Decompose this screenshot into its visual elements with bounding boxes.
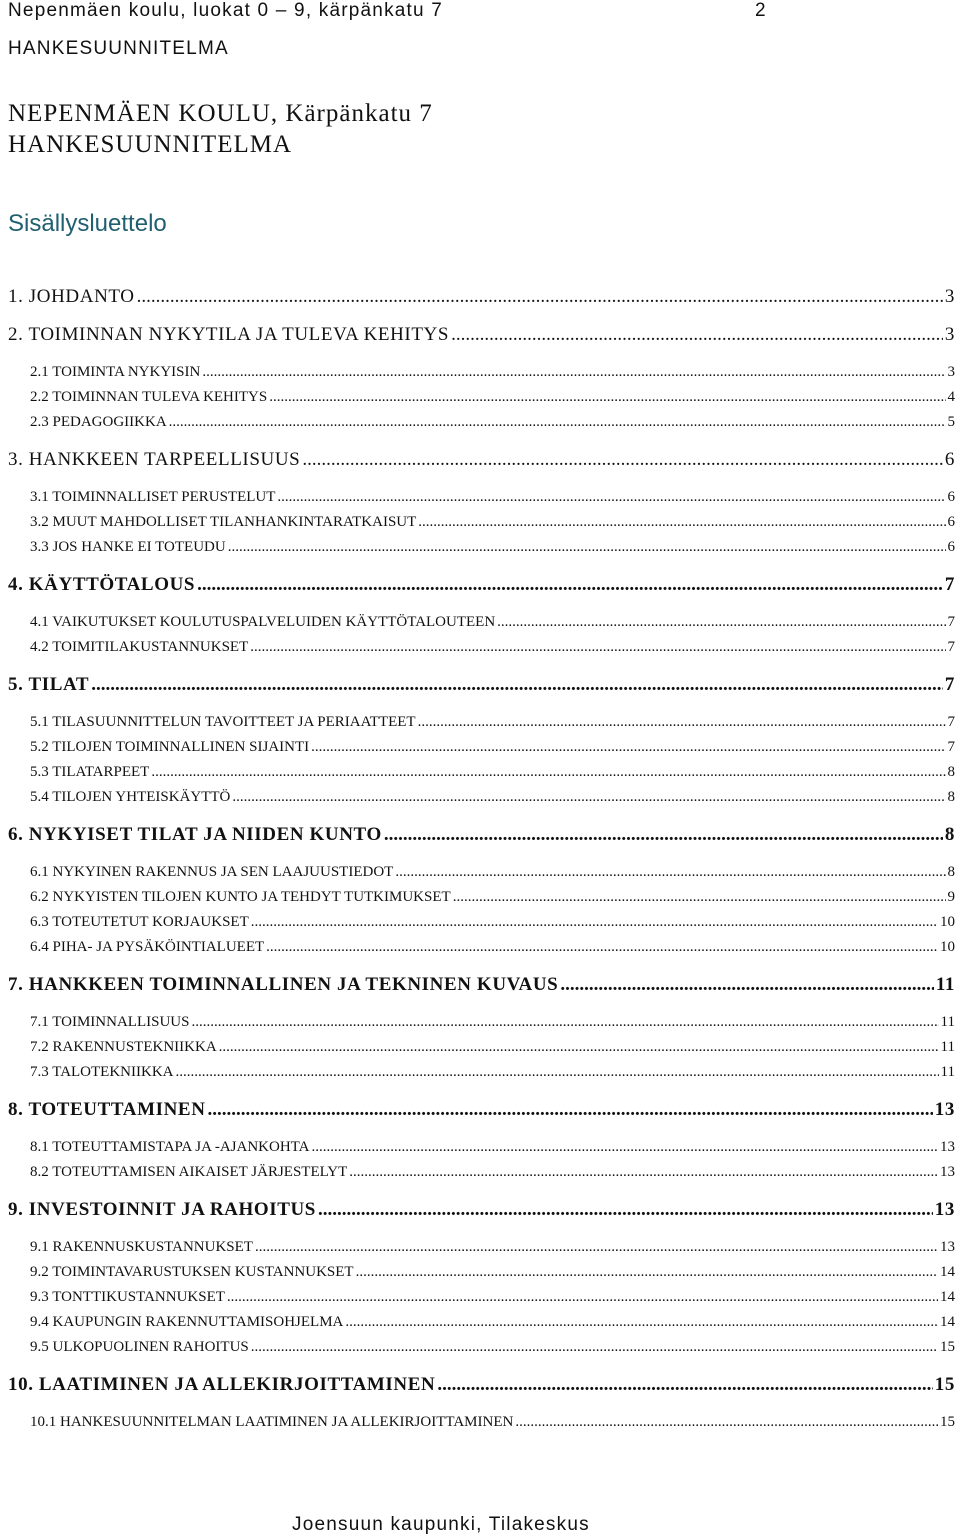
toc-entry[interactable] — [30, 714, 955, 731]
toc-entry-label: 8. TOTEUTTAMINEN — [8, 1099, 206, 1120]
toc-entry-label: 4.1 VAIKUTUKSET KOULUTUSPALVELUIDEN KÄYTTÖTALOUTEEN — [30, 614, 496, 630]
toc-entry-page: 15 — [940, 1339, 955, 1355]
toc-entry-page: 11 — [940, 1039, 955, 1055]
toc-entry-label: 4.2 TOIMITILAKUSTANNUKSET — [30, 639, 249, 655]
toc-leader-dots — [255, 1239, 938, 1256]
toc-entry[interactable] — [8, 1199, 955, 1221]
toc-leader-dots — [269, 389, 945, 406]
toc-entry-label: 2. TOIMINNAN NYKYTILA JA TULEVA KEHITYS — [8, 324, 450, 345]
toc-entry[interactable] — [30, 1414, 955, 1431]
toc-entry-page: 10 — [940, 939, 955, 955]
toc-leader-dots — [228, 539, 946, 556]
toc-entry[interactable] — [30, 514, 955, 531]
toc-entry-page: 3 — [947, 364, 955, 380]
toc-leader-dots — [515, 1414, 938, 1431]
toc-entry[interactable] — [30, 364, 955, 381]
toc-entry-label: 2.1 TOIMINTA NYKYISIN — [30, 364, 201, 380]
toc-entry-page: 4 — [947, 389, 955, 405]
toc-entry-page: 14 — [940, 1314, 955, 1330]
toc-entry-page: 11 — [935, 974, 955, 995]
toc-entry-page: 8 — [944, 824, 955, 845]
toc-entry[interactable] — [30, 414, 955, 431]
toc-leader-dots — [169, 414, 946, 431]
toc-entry[interactable] — [8, 824, 955, 846]
toc-leader-dots — [453, 889, 946, 906]
toc-entry-page: 7 — [947, 639, 955, 655]
toc-entry-label: 9.2 TOIMINTAVARUSTUKSEN KUSTANNUKSET — [30, 1264, 354, 1280]
toc-entry-page: 8 — [947, 864, 955, 880]
toc-entry-label: 6.4 PIHA- JA PYSÄKÖINTIALUEET — [30, 939, 265, 955]
toc-leader-dots — [137, 286, 943, 308]
toc-entry-page: 10 — [940, 914, 955, 930]
toc-leader-dots — [356, 1264, 938, 1281]
toc-entry-label: 9.3 TONTTIKUSTANNUKSET — [30, 1289, 225, 1305]
toc-entry-page: 13 — [940, 1239, 955, 1255]
toc-entry-page: 3 — [944, 286, 955, 307]
header-school-name: Nepenmäen koulu, luokat 0 – 9, kärpänkatu 7 — [8, 0, 444, 21]
toc-leader-dots — [202, 364, 945, 381]
toc-entry-label: 1. JOHDANTO — [8, 286, 135, 307]
toc-entry[interactable] — [30, 889, 955, 906]
toc-leader-dots — [251, 914, 938, 931]
document-title-line2: HANKESUUNNITELMA — [8, 131, 293, 158]
toc-entry[interactable] — [30, 489, 955, 506]
toc-entry[interactable] — [30, 1064, 955, 1081]
toc-entry-label: 3.2 MUUT MAHDOLLISET TILANHANKINTARATKAISUT — [30, 514, 417, 530]
toc-entry-page: 7 — [947, 739, 955, 755]
toc-entry-page: 11 — [940, 1014, 955, 1030]
toc-entry-page: 11 — [940, 1064, 955, 1080]
toc-entry-label: 8.2 TOTEUTTAMISEN AIKAISET JÄRJESTELYT — [30, 1164, 348, 1180]
toc-entry[interactable] — [8, 449, 955, 471]
toc-leader-dots — [311, 739, 945, 756]
toc-entry[interactable] — [8, 574, 955, 596]
toc-entry-page: 14 — [940, 1264, 955, 1280]
toc-entry-page: 7 — [944, 574, 955, 595]
toc-entry-label: 5.2 TILOJEN TOIMINNALLINEN SIJAINTI — [30, 739, 310, 755]
toc-entry[interactable] — [30, 739, 955, 756]
toc-entry[interactable] — [30, 389, 955, 406]
toc-entry-label: 10. LAATIMINEN JA ALLEKIRJOITTAMINEN — [8, 1374, 436, 1395]
toc-entry[interactable] — [30, 764, 955, 781]
toc-entry-page: 7 — [947, 714, 955, 730]
toc-leader-dots — [318, 1199, 933, 1221]
toc-entry-label: 7.1 TOIMINNALLISUUS — [30, 1014, 190, 1030]
toc-entry-page: 14 — [940, 1289, 955, 1305]
toc-leader-dots — [251, 1339, 938, 1356]
toc-entry-page: 8 — [947, 764, 955, 780]
toc-entry[interactable] — [30, 1164, 955, 1181]
toc-entry-label: 6.3 TOTEUTETUT KORJAUKSET — [30, 914, 249, 930]
toc-entry[interactable] — [30, 1014, 955, 1031]
toc-entry-label: 10.1 HANKESUUNNITELMAN LAATIMINEN JA ALLEKIRJOITTAMINEN — [30, 1414, 514, 1430]
toc-entry-page: 6 — [947, 539, 955, 555]
toc-entry-label: 6.1 NYKYINEN RAKENNUS JA SEN LAAJUUSTIEDOT — [30, 864, 394, 880]
toc-entry[interactable] — [30, 614, 955, 631]
toc-entry[interactable] — [8, 974, 955, 996]
toc-entry[interactable] — [8, 324, 955, 346]
toc-leader-dots — [232, 789, 945, 806]
toc-entry-page: 3 — [944, 324, 955, 345]
toc-entry-label: 2.3 PEDAGOGIIKKA — [30, 414, 167, 430]
toc-entry[interactable] — [30, 539, 955, 556]
toc-entry[interactable] — [30, 939, 955, 956]
toc-entry-label: 5.3 TILATARPEET — [30, 764, 150, 780]
toc-entry-label: 7.2 RAKENNUSTEKNIIKKA — [30, 1039, 217, 1055]
toc-entry-label: 6.2 NYKYISTEN TILOJEN KUNTO JA TEHDYT TUTKIMUKSET — [30, 889, 451, 905]
header-page-number: 2 — [755, 0, 766, 21]
toc-entry-page: 7 — [947, 614, 955, 630]
toc-entry[interactable] — [30, 789, 955, 806]
toc-entry[interactable] — [30, 914, 955, 931]
toc-entry[interactable] — [8, 1099, 955, 1121]
toc-leader-dots — [418, 714, 946, 731]
toc-entry-label: 5.1 TILASUUNNITTELUN TAVOITTEET JA PERIAATTEET — [30, 714, 416, 730]
toc-entry[interactable] — [30, 1139, 955, 1156]
toc-entry[interactable] — [30, 1289, 955, 1306]
toc-leader-dots — [349, 1164, 938, 1181]
toc-entry-label: 8.1 TOTEUTTAMISTAPA JA -AJANKOHTA — [30, 1139, 310, 1155]
toc-leader-dots — [219, 1039, 939, 1056]
toc-leader-dots — [451, 324, 943, 346]
toc-entry-page: 5 — [947, 414, 955, 430]
toc-leader-dots — [418, 514, 945, 531]
toc-entry-page: 6 — [944, 449, 955, 470]
toc-entry-page: 8 — [947, 789, 955, 805]
document-title-line1: NEPENMÄEN KOULU, Kärpänkatu 7 — [8, 100, 433, 127]
toc-entry-page: 13 — [940, 1139, 955, 1155]
toc-entry[interactable] — [8, 674, 955, 696]
toc-leader-dots — [560, 974, 934, 996]
page-footer: Joensuun kaupunki, Tilakeskus — [292, 1514, 590, 1535]
toc-entry-label: 7. HANKKEEN TOIMINNALLINEN JA TEKNINEN KUVAUS — [8, 974, 559, 995]
toc-leader-dots — [197, 574, 943, 596]
toc-leader-dots — [176, 1064, 939, 1081]
toc-entry-label: 9.5 ULKOPUOLINEN RAHOITUS — [30, 1339, 249, 1355]
toc-entry-page: 7 — [944, 674, 955, 695]
toc-entry-label: 3. HANKKEEN TARPEELLISUUS — [8, 449, 301, 470]
toc-leader-dots — [91, 674, 943, 696]
toc-leader-dots — [302, 449, 943, 471]
toc-leader-dots — [191, 1014, 938, 1031]
toc-entry[interactable] — [8, 286, 955, 308]
toc-entry[interactable] — [30, 1264, 955, 1281]
toc-leader-dots — [311, 1139, 938, 1156]
toc-leader-dots — [384, 824, 943, 846]
toc-leader-dots — [250, 639, 945, 656]
toc-entry[interactable] — [8, 1374, 955, 1396]
toc-leader-dots — [227, 1289, 938, 1306]
toc-entry-label: 6. NYKYISET TILAT JA NIIDEN KUNTO — [8, 824, 382, 845]
header-subtitle: HANKESUUNNITELMA — [8, 38, 229, 59]
toc-entry[interactable] — [30, 1039, 955, 1056]
toc-entry-label: 9.1 RAKENNUSKUSTANNUKSET — [30, 1239, 253, 1255]
toc-entry-page: 6 — [947, 489, 955, 505]
toc-leader-dots — [151, 764, 945, 781]
toc-entry-label: 3.3 JOS HANKE EI TOTEUDU — [30, 539, 226, 555]
toc-heading: Sisällysluettelo — [8, 210, 167, 237]
toc-entry-page: 6 — [947, 514, 955, 530]
toc-entry-label: 9. INVESTOINNIT JA RAHOITUS — [8, 1199, 316, 1220]
toc-leader-dots — [345, 1314, 938, 1331]
toc-entry-label: 4. KÄYTTÖTALOUS — [8, 574, 196, 595]
toc-entry-label: 7.3 TALOTEKNIIKKA — [30, 1064, 174, 1080]
toc-entry-label: 9.4 KAUPUNGIN RAKENNUTTAMISOHJELMA — [30, 1314, 344, 1330]
toc-entry-page: 9 — [947, 889, 955, 905]
toc-leader-dots — [266, 939, 938, 956]
toc-entry-page: 13 — [934, 1099, 955, 1120]
toc-entry[interactable] — [30, 1314, 955, 1331]
toc-entry-label: 5.4 TILOJEN YHTEISKÄYTTÖ — [30, 789, 231, 805]
toc-entry-label: 5. TILAT — [8, 674, 90, 695]
toc-leader-dots — [395, 864, 945, 881]
toc-entry[interactable] — [30, 639, 955, 656]
toc-entry-page: 15 — [940, 1414, 955, 1430]
toc-entry-page: 13 — [940, 1164, 955, 1180]
toc-entry[interactable] — [30, 1339, 955, 1356]
toc-entry[interactable] — [30, 1239, 955, 1256]
toc-entry-label: 3.1 TOIMINNALLISET PERUSTELUT — [30, 489, 276, 505]
toc-leader-dots — [208, 1099, 933, 1121]
toc-entry[interactable] — [30, 864, 955, 881]
toc-entry-label: 2.2 TOIMINNAN TULEVA KEHITYS — [30, 389, 268, 405]
toc-leader-dots — [497, 614, 945, 631]
toc-entry-page: 13 — [934, 1199, 955, 1220]
toc-entry-page: 15 — [934, 1374, 955, 1395]
toc-leader-dots — [277, 489, 945, 506]
toc-leader-dots — [437, 1374, 932, 1396]
